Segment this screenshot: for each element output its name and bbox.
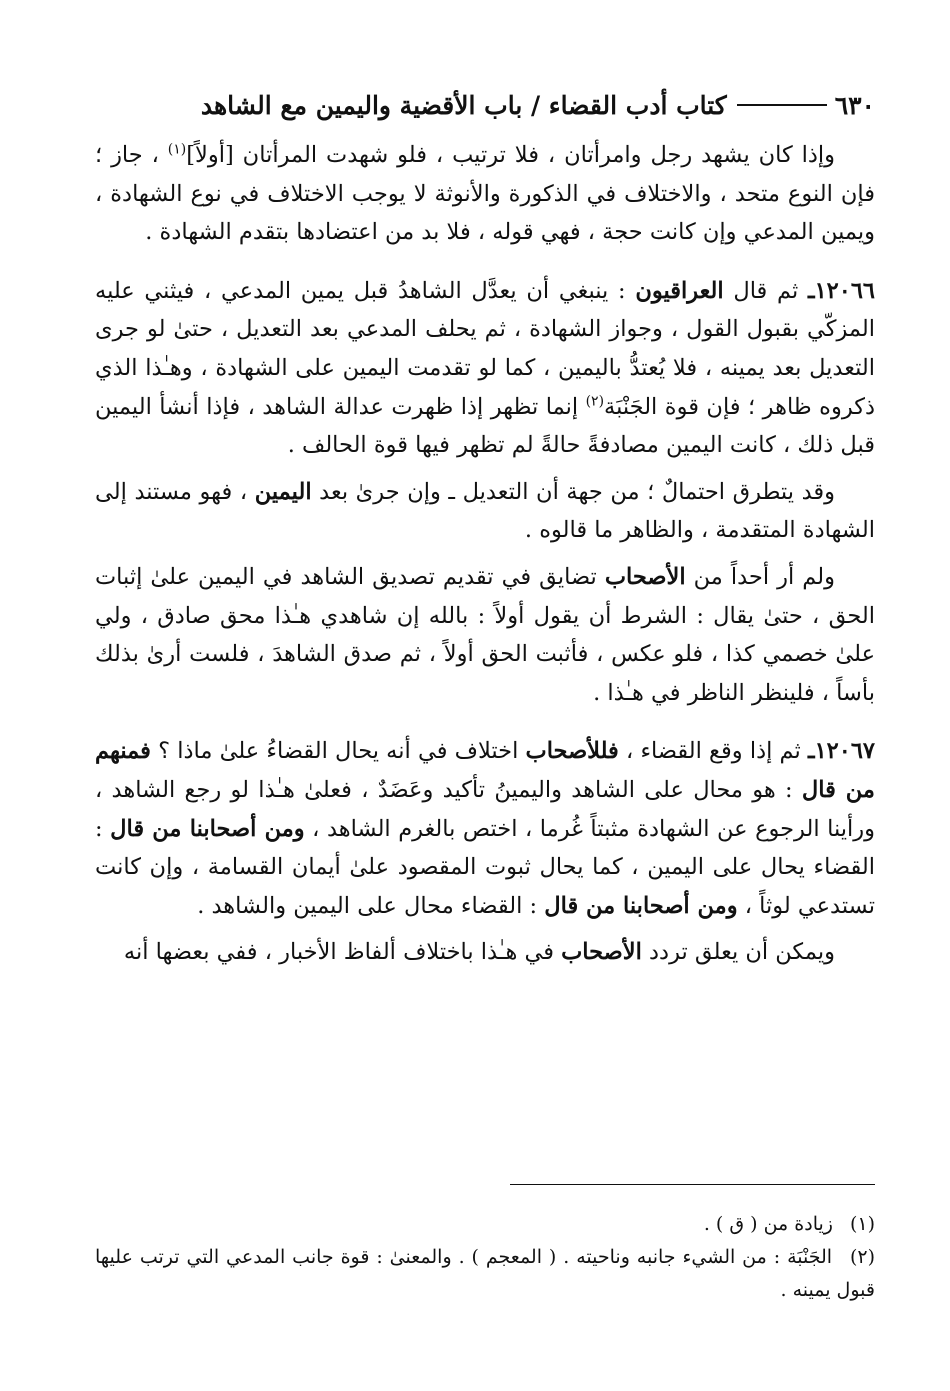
footnote-marker: (١) (167, 141, 187, 158)
footnote-text: الجَنْبَة : من الشيء جانبه وناحيته . ( المعجم ) . والمعنىٰ : قوة جانب المدعي التي ترتب عليها قبول يمينه . (95, 1246, 875, 1301)
bold-term: العراقيون (635, 277, 724, 304)
text-run: ، فهو مستند إلى الشهادة المتقدمة ، والظاهر ما قالوه . (95, 478, 875, 544)
paragraph-12067 (95, 732, 875, 925)
paragraph-12066 (95, 272, 875, 465)
text-run: وإذا كان يشهد رجل وامرأتان ، فلا ترتيب ، فلو شهدت المرأتان [أولاً] (186, 142, 836, 168)
text-run: تضايق في تقديم تصديق الشاهد في اليمين علىٰ إثبات الحق ، حتىٰ يقال : الشرط أن يقول أولاً : بالله إن شاهدي هـٰذا محق صادق ، ولي علىٰ خصمي كذا ، فلو عكس ، فأثبت الحق أولاً ، ثم صدق الشاهدَ ، فلست أرىٰ بذلك بأساً ، فلينظر الناظر في هـٰذا . (95, 563, 875, 706)
bold-term: فمنهم من قال (95, 738, 875, 803)
section-number: ١٢٠٦٧ـ (807, 738, 875, 765)
text-run: في هـٰذا باختلاف ألفاظ الأخبار ، ففي بعضها أنه (123, 939, 562, 966)
footnote-1 (95, 1208, 875, 1241)
text-run: ، جاز ؛ فإن النوع متحد ، والاختلاف في الذكورة والأنوثة لا يوجب الاختلاف في نوع الشهادة ، ويمين المدعي وإن كانت حجة ، فهي قوله ، فلا بد من اعتضادها بتقدم الشهادة . (95, 142, 875, 246)
paragraph-6 (95, 933, 875, 972)
bold-term: الأصحاب (561, 939, 642, 966)
footnote-marker: (٢) (585, 393, 605, 410)
running-header (95, 80, 875, 130)
footnote-text: زيادة من ( ق ) . (703, 1213, 833, 1235)
page-number: ٦٣٠ (834, 90, 875, 120)
section-number: ١٢٠٦٦ـ (807, 277, 875, 304)
text-run: ثم قال (723, 277, 808, 304)
paragraph-1 (95, 136, 875, 252)
bold-term: ومن أصحابنا من قال (110, 815, 305, 842)
footnotes (95, 1208, 875, 1307)
text-run: ويمكن أن يعلق تردد (641, 939, 835, 966)
footnote-number: (١) (849, 1213, 875, 1235)
text-run: وقد يتطرق احتمالٌ ؛ من جهة أن التعديل ـ وإن جرىٰ بعد (311, 478, 836, 505)
text-run: : ينبغي أن يعدَّل الشاهدُ قبل يمين المدعي ، فيثني عليه المزكّي بقبول القول ، وجواز الشهادة ، ثم يحلف المدعي بعد التعديل ، حتىٰ لو جرى التعديل بعد يمينه ، فلا يُعتدُّ باليمين ، كما لو تقدمت اليمين على الشهادة ، وهـٰذا الذي ذكروه ظاهر ؛ فإن قوة الجَنْبَة (95, 277, 875, 420)
text-run: ثم إذا وقع القضاء ، (618, 738, 808, 765)
text-run: : القضاء محال على اليمين والشاهد . (197, 892, 545, 919)
text-run: : هو محال على الشاهد واليمينُ تأكيد وعَضَدٌ ، فعلىٰ هـٰذا لو رجع الشاهد ، ورأينا الرجوع عن الشهادة مثبتاً غُرما ، اختص بالغرم الشاهد ، (95, 776, 876, 842)
paragraph-3 (95, 473, 875, 550)
text-run: ولم أر أحداً من (685, 563, 835, 590)
text-run: إنما تظهر إذا ظهرت عدالة الشاهد ، فإذا أنشأ اليمين قبل ذلك ، كانت اليمين مصادفةً حالةً لم تظهر فيها قوة الحالف . (95, 393, 875, 459)
bold-term: اليمين (254, 478, 312, 505)
footnote-2 (95, 1241, 875, 1307)
footnote-number: (٢) (849, 1246, 876, 1268)
footnote-separator (510, 1184, 875, 1185)
text-run: اختلاف في أنه يحال القضاءُ علىٰ ماذا ؟ (150, 738, 526, 765)
running-title: كتاب أدب القضاء / باب الأقضية واليمين مع الشاهد (200, 90, 727, 120)
bold-term: ومن أصحابنا من قال (544, 892, 738, 919)
bold-term: فللأصحاب (525, 738, 619, 765)
text-run: : القضاء يحال على اليمين ، كما يحال ثبوت المقصود علىٰ أيمان القسامة ، وإن كانت تستدعي لوثاً ، (95, 815, 875, 919)
bold-term: الأصحاب (604, 563, 686, 590)
paragraph-4 (95, 558, 875, 712)
main-text (95, 136, 875, 972)
header-rule (737, 104, 827, 106)
